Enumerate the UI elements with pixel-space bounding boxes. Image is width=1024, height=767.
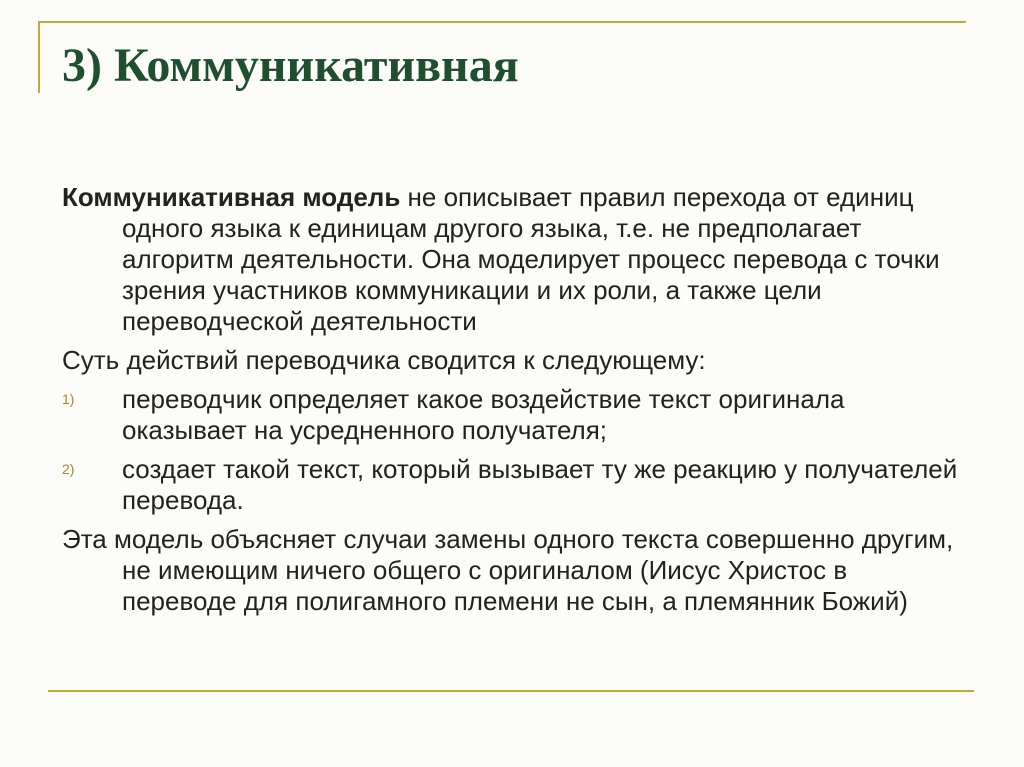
bottom-gold-rule [48,690,974,692]
slide-title: 3) Коммуникативная [62,39,519,92]
top-gold-rule [38,21,966,23]
numbered-list-item [62,384,966,446]
left-gold-rule [38,21,40,93]
essence-paragraph: Суть действий переводчика сводится к следующему: [62,345,706,375]
list-item-text: переводчик определяет какое воздействие текст оригинала оказывает на усредненного получателя; [122,384,845,445]
intro-paragraph [62,182,966,337]
list-item-text: создает такой текст, который вызывает ту же реакцию у получателей перевода. [122,454,958,515]
intro-bold-term: Коммуникативная модель [62,182,401,212]
closing-paragraph: Эта модель объясняет случаи замены одного текста совершенно другим, не имеющим ничего общего с оригиналом (Иисус Христос в переводе для полигамного племени не сын, а племянник Божий) [62,524,954,616]
list-item-number: 1) [62,391,75,407]
intro-description: не описывает правил перехода от единиц одного языка к единицам другого языка, т.е. не предполагает алгоритм деятельности. Она моделирует процесс перевода с точки зрения участников коммуникации и их роли, а также цели переводческой деятельности [122,182,940,336]
slide-content [62,182,966,625]
numbered-list-item [62,454,966,516]
list-item-number: 2) [62,461,75,477]
